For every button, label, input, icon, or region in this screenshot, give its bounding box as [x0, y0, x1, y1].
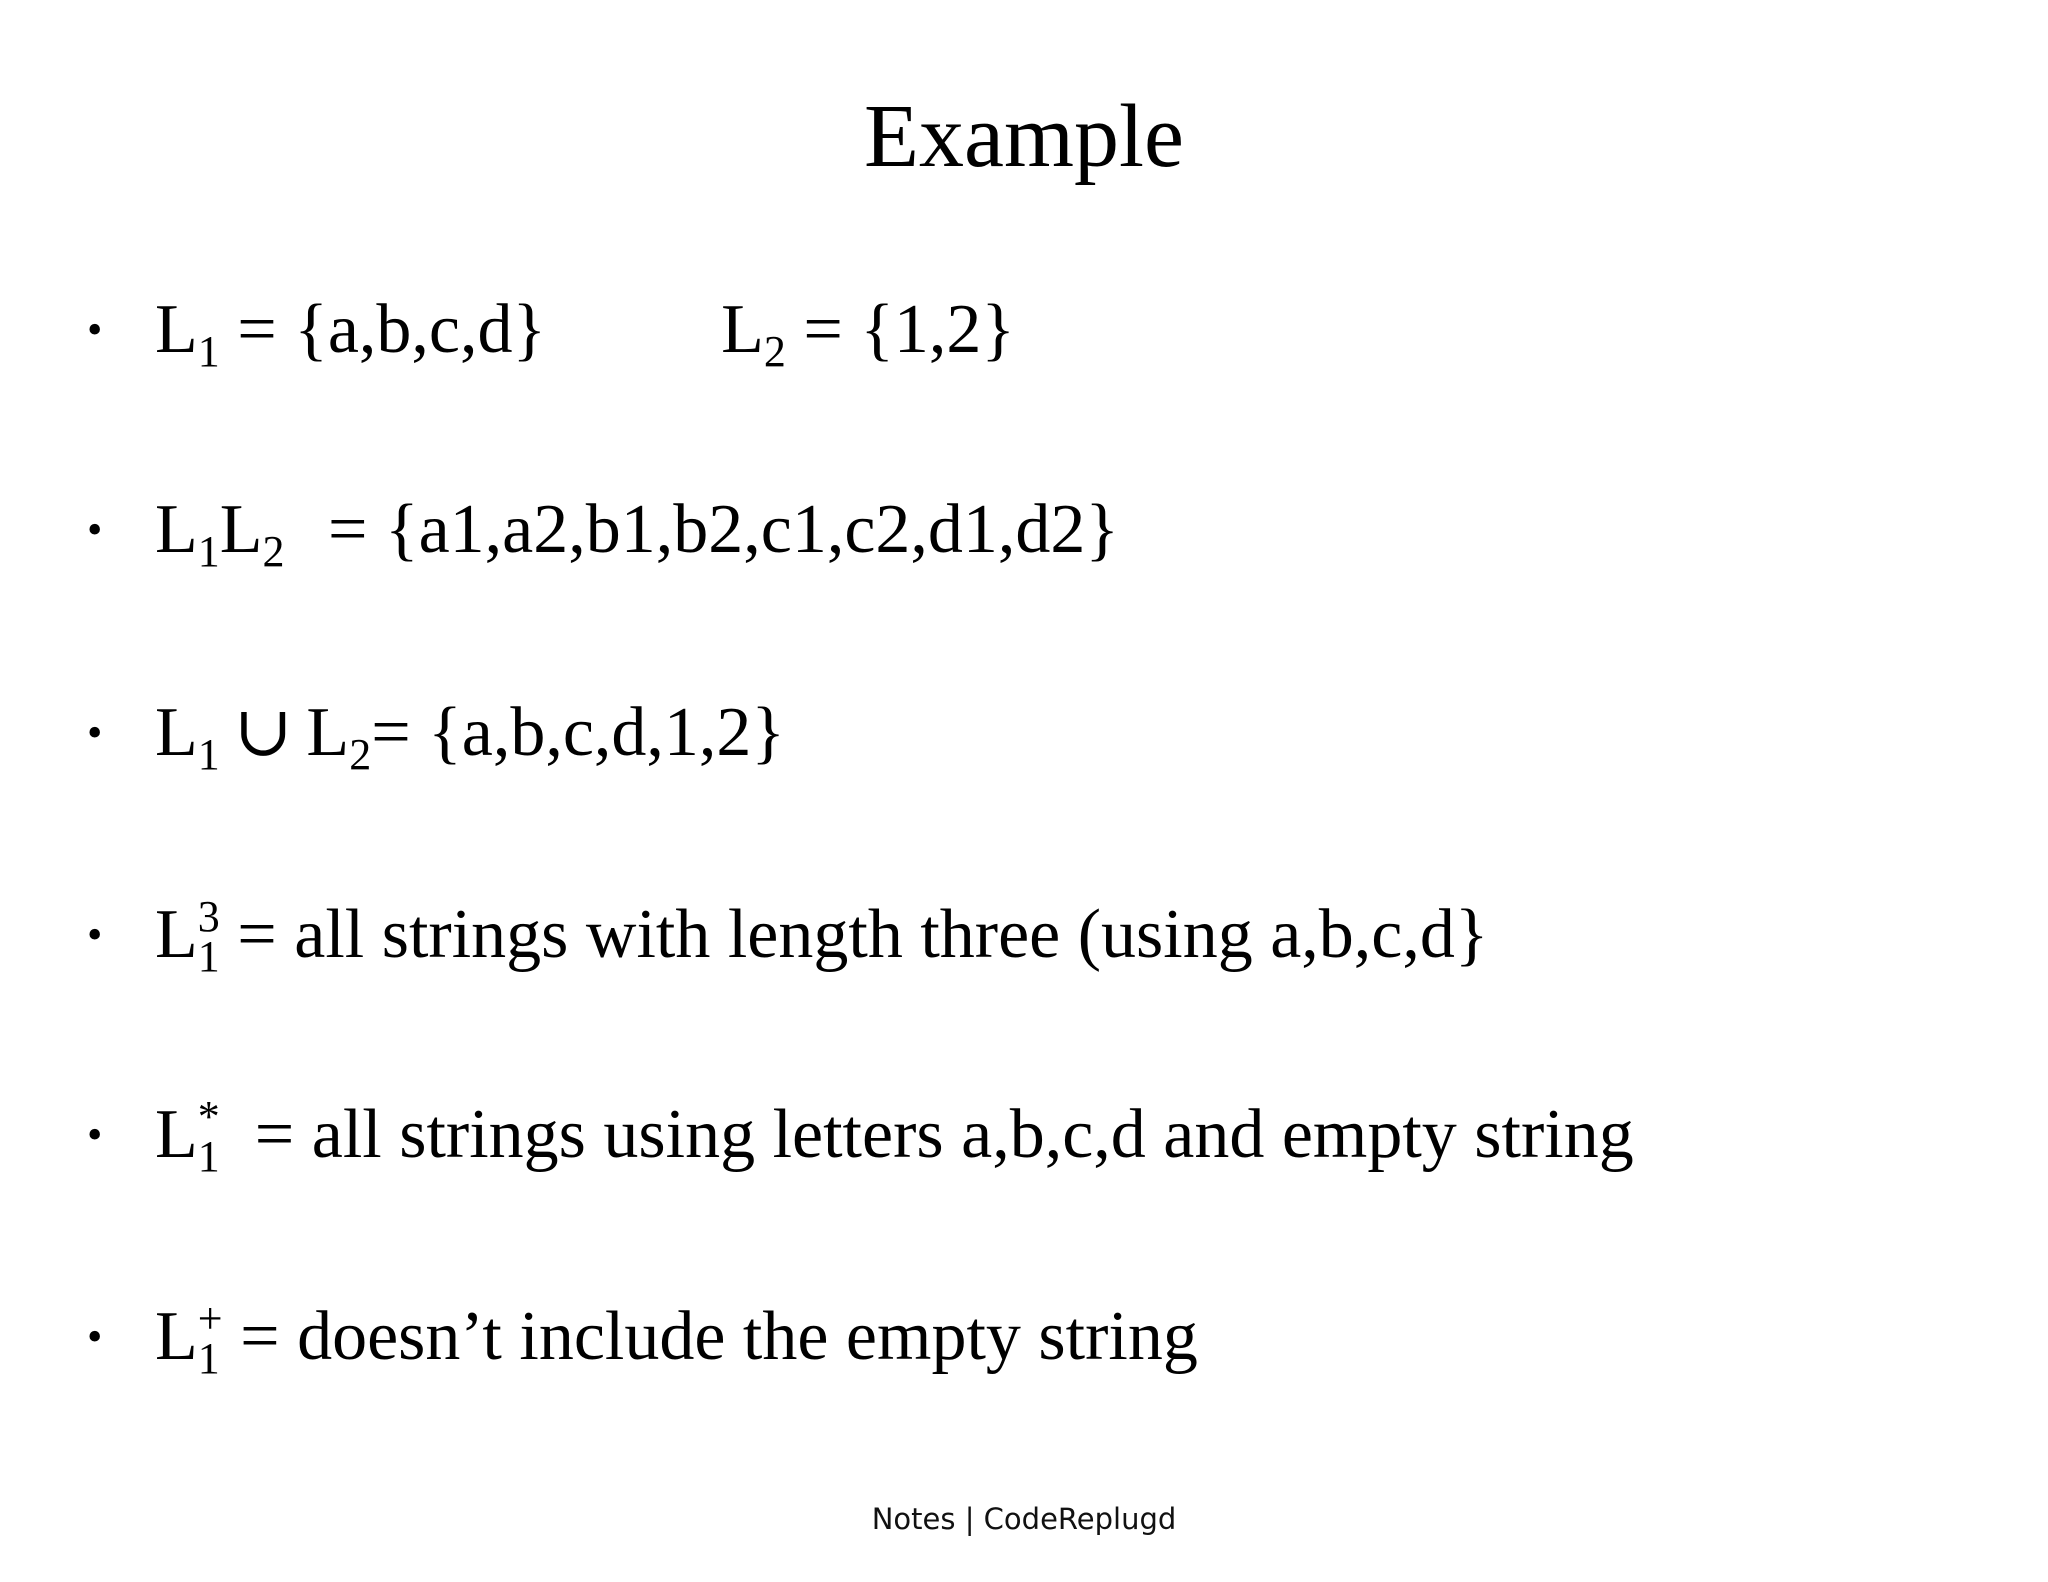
superscript: + — [197, 1294, 223, 1343]
bullet-icon: • — [87, 505, 103, 554]
subscript: 1 — [197, 730, 220, 779]
subscript: 2 — [262, 527, 285, 576]
bullet-text — [155, 285, 1015, 375]
set-name: L — [306, 694, 350, 771]
set-name: L — [155, 896, 198, 973]
set-definition: = all strings using letters a,b,c,d and empty string — [219, 1096, 1634, 1173]
set-name: L — [155, 1096, 198, 1173]
set-name: L — [721, 291, 764, 368]
bullet-text — [155, 485, 1119, 575]
bullet-icon: • — [87, 305, 103, 354]
bullet-text — [155, 1090, 1634, 1180]
set-definition: = {1,2} — [785, 291, 1016, 368]
bullet-text — [155, 1292, 1198, 1382]
set-definition: = {a1,a2,b1,b2,c1,c2,d1,d2} — [310, 491, 1119, 568]
bullet-text — [155, 688, 785, 778]
subscript: 2 — [763, 327, 786, 376]
subscript: 1 — [197, 327, 220, 376]
set-definition: = all strings with length three (using a,b,c,d} — [219, 896, 1489, 973]
subscript: 1 — [197, 932, 220, 981]
superscript: * — [197, 1092, 220, 1141]
subscript: 2 — [349, 730, 372, 779]
set-name: L — [155, 1298, 198, 1375]
slide-title: Example — [864, 87, 1184, 186]
set-name: L — [219, 491, 263, 568]
set-definition: = {a,b,c,d} — [219, 291, 547, 368]
subscript: 1 — [197, 1334, 220, 1383]
set-definition: = {a,b,c,d,1,2} — [371, 694, 786, 771]
footer-watermark: Notes | CodeReplugd — [871, 1502, 1177, 1536]
bullet-text — [155, 890, 1488, 980]
set-name: L — [155, 291, 198, 368]
bullet-icon: • — [87, 1110, 103, 1159]
subscript: 1 — [197, 527, 220, 576]
set-name: L — [155, 694, 198, 771]
union-symbol: ∪ — [233, 694, 293, 771]
superscript: 3 — [197, 892, 220, 941]
set-definition: = doesn’t include the empty string — [222, 1298, 1198, 1375]
bullet-icon: • — [87, 910, 103, 959]
bullet-icon: • — [87, 708, 103, 757]
bullet-icon: • — [87, 1312, 103, 1361]
set-name: L — [155, 491, 198, 568]
subscript: 1 — [197, 1132, 220, 1181]
